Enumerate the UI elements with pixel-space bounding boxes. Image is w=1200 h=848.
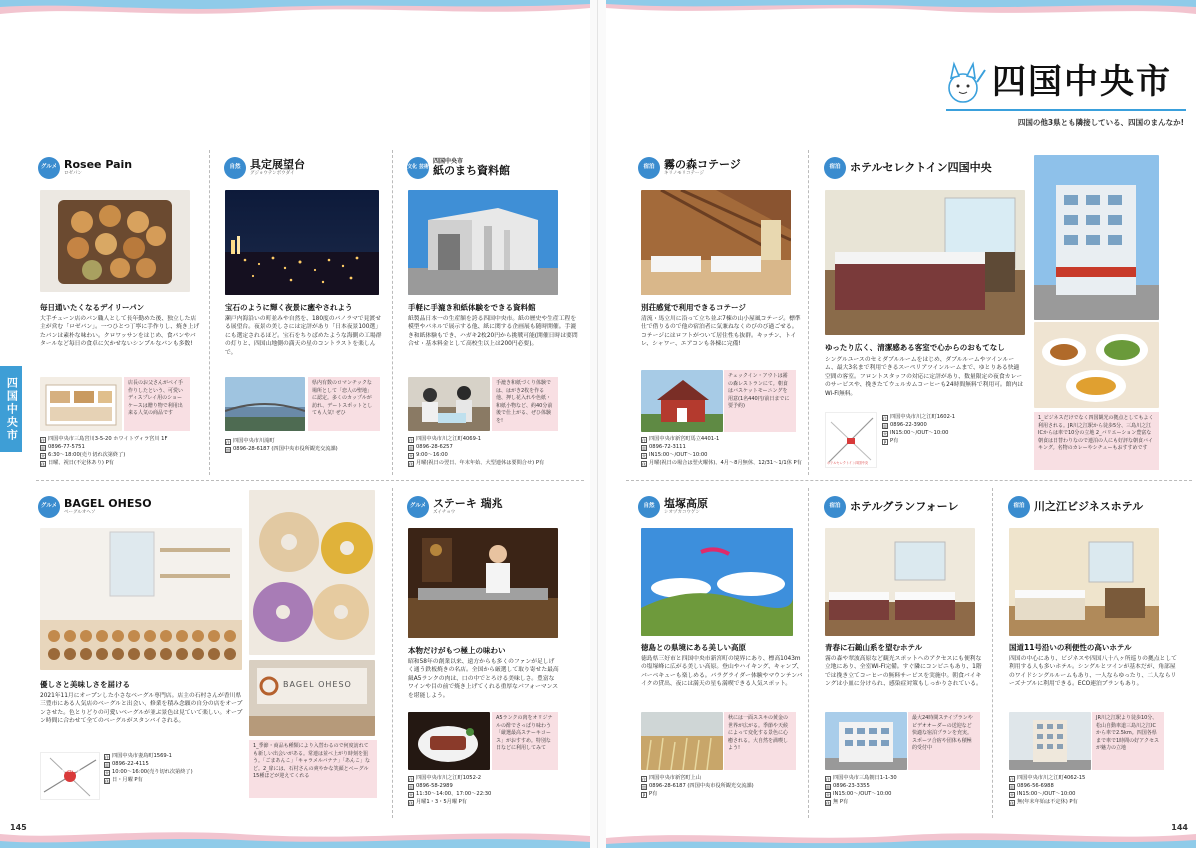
- shop-sign-photo: [249, 660, 375, 736]
- holiday-text: 無(年末年始は不定休) P有: [1017, 799, 1078, 806]
- title-underline: [946, 109, 1186, 111]
- bread-photo: [40, 190, 190, 292]
- address-icon: 住: [105, 754, 109, 760]
- mascot-icon: [941, 58, 987, 106]
- shop-kana: ロゼパン: [64, 171, 82, 177]
- spot-name: 紙のまち資料館: [433, 163, 510, 177]
- card-header: [638, 155, 803, 181]
- bagel-shop-photo: [40, 528, 242, 670]
- category-badge: 文化 芸術: [407, 157, 429, 179]
- phone-icon: 電: [642, 445, 646, 451]
- phone-text: 0896-28-6257: [416, 444, 453, 451]
- address-icon: 住: [409, 437, 413, 443]
- spot-info: [225, 437, 390, 453]
- card-header: [407, 494, 577, 520]
- spot-prefix: 四国中央市: [433, 157, 464, 165]
- spot-kana: シオヅカコウゲン: [664, 510, 700, 516]
- inquiry-icon: 問: [226, 447, 230, 453]
- hours-text: 9:00〜16:00: [416, 452, 448, 459]
- showcase-photo: [40, 377, 122, 431]
- card-kawanoe-business-hotel: [1008, 494, 1188, 520]
- category-badge: グルメ: [38, 157, 60, 179]
- card-catchcopy: 徳島との県境にある美しい高原: [641, 643, 746, 652]
- card-header: [1008, 494, 1188, 520]
- page-subtitle: 四国の他3県とも隣接している、四国のまんなか!: [1017, 118, 1184, 127]
- category-badge: 宿泊: [824, 496, 846, 518]
- category-badge: 宿泊: [1008, 496, 1030, 518]
- phone-text: 0896-58-2989: [416, 783, 453, 790]
- category-badge: 自然: [638, 496, 660, 518]
- phone-icon: 電: [826, 784, 830, 790]
- inquiry-icon: 問: [642, 784, 646, 790]
- parking-icon: P: [642, 792, 646, 798]
- card-catchcopy: 別荘感覚で利用できるコテージ: [641, 303, 746, 312]
- column-divider: [209, 150, 210, 475]
- phone-text: 0896-72-3111: [649, 444, 686, 451]
- card-memo: 1_季節・商品も種類により入替わるので何度訪れても新しい出会いがある。常連は並べ上がり時刻を狙う。「ごまあんこ」「キャラメルバナナ」「あんこ」など。2_扉には、石村さんの爽やかな笑顔とベーグル15種ほどが迎えてくれる: [249, 740, 377, 798]
- checkin-text: IN15:00〜/OUT〜10:00: [649, 452, 708, 459]
- column-divider: [392, 150, 393, 475]
- susuki-photo: [641, 712, 723, 770]
- region-side-tab: 四国中央市: [0, 366, 22, 452]
- checkin-icon: 営: [883, 431, 887, 437]
- kawanoe-room-photo: [1009, 528, 1159, 636]
- card-memo: 最大24時間ステイプランやビデオオーダーの送迎など快適な宿泊プランを充実。スポーツ合宿や団体も積極的受付中: [908, 712, 980, 770]
- card-paper-museum: [407, 155, 577, 181]
- museum-photo: [408, 190, 558, 295]
- holiday-text: 月曜(祝日の翌日、年末年始、大型連休は要問合せ) P有: [416, 460, 545, 467]
- card-shiozuka-highland: [638, 494, 803, 520]
- card-rosee-pain: [38, 155, 203, 181]
- parking-icon: P: [883, 439, 887, 445]
- holiday-icon: 休: [826, 800, 830, 806]
- phone-text: 0896-56-6988: [1017, 783, 1054, 790]
- category-badge: 宿泊: [638, 157, 660, 179]
- card-description: 大手チェーン店のパン職人として長年勤めた後、独立した店主が営む「ロゼパン」。一つひとつ丁寧に手作りし、焼き上げたパンは素朴な味わい。クロワッサンをはじめ、食パンやバタールなど毎日の食卓に欠かせないシンプルなパンも多数!: [40, 316, 200, 348]
- parking-text: P有: [890, 438, 899, 445]
- shop-info: [40, 435, 208, 467]
- address-text: 四国中央市新宮町上山: [649, 775, 701, 781]
- lodging-info: [641, 435, 811, 467]
- checkin-text: IN15:00〜/OUT〜10:00: [833, 791, 892, 798]
- card-memo: 店長のお父さんがペイ手作りしたという、可愛いディスプレイ用のショーケースは贈り物で利用出来る人気の商品です: [124, 377, 190, 431]
- card-memo: 1_ビジネスだけでなく四国観光の拠点としてもよく利用される。JR川之江駅から徒歩5分、三島川之江ICからは車で10分の立地 2_バリエーション豊富な朝食は日替わりなので連泊の人にも好評な朝食バイキング。名物のカレーやシチューもおすすめです: [1034, 412, 1159, 470]
- card-memo: JR川之江駅より徒歩10分、松山自動車道三島川之江ICから車で2.5km。四国各県まで車で1時間の好アクセスが魅力の立地: [1092, 712, 1164, 770]
- address-text: 四国中央市川之江町4069-1: [416, 436, 482, 442]
- granfore-exterior-photo: [825, 712, 907, 770]
- granfore-room-photo: [825, 528, 975, 636]
- phone-icon: 電: [41, 445, 45, 451]
- shop-name: ステーキ 瑞兆: [433, 496, 503, 510]
- spot-info: [408, 435, 588, 467]
- card-description: 2021年11月にオープンした小さなベーグル専門店。店主の石村さんが香川県三豊市にある人気店のベーグルと出会い、修業を積み念願の自分の店をオープンさせた。色とりどりの可愛いベーグルが並ぶ景色は見ていて楽しい。オープン時間に合わせて全てのベーグルがスタンバイされる。: [40, 693, 243, 725]
- card-catchcopy: 国道11号沿いの利便性の高いホテル: [1009, 643, 1132, 652]
- card-memo: 手漉き和紙づくり体験では、はがき2枚を作る他、押し花入れや色紙・和紙小物など、約40分前後で仕上がる、ぜひ体験を!: [492, 377, 558, 431]
- checkin-icon: 営: [1010, 792, 1014, 798]
- lodging-name: ホテルセレクトイン四国中央: [850, 160, 992, 174]
- checkin-icon: 営: [826, 792, 830, 798]
- hotel-map: [825, 412, 877, 468]
- card-memo: A5ランクの肉をオリジナルの酢でさっぱり味わう「厳選最高ステーキコース」がおすすめ。特別な日などに利用してみて: [492, 712, 558, 770]
- address-icon: 住: [883, 415, 887, 421]
- checkin-icon: 営: [642, 453, 646, 459]
- spot-kana: グジョウテンボウダイ: [250, 171, 295, 177]
- lodging-name: ホテルグランフォーレ: [850, 499, 959, 513]
- card-hotel-select-inn: [824, 155, 1034, 181]
- shop-name: Rosee Pain: [64, 157, 133, 171]
- hours-icon: 営: [41, 453, 45, 459]
- address-icon: 住: [1010, 776, 1014, 782]
- top-decoration-band: [0, 0, 590, 22]
- card-catchcopy: 手軽に手漉き和紙体験をできる資料館: [408, 303, 536, 312]
- hours-text: 6:30〜18:00(売り切れ次第終了): [48, 452, 126, 459]
- phone-icon: 電: [409, 445, 413, 451]
- column-divider: [392, 488, 393, 818]
- map-label: ホテルセレクトイン四国中央: [827, 461, 869, 466]
- night-view-photo: [225, 190, 379, 295]
- area-map: [40, 752, 100, 800]
- address-icon: 住: [226, 439, 230, 445]
- holiday-text: 無 P有: [833, 799, 849, 806]
- column-divider: [808, 150, 809, 475]
- shop-kana: ズイチョウ: [433, 510, 456, 516]
- right-page: [606, 0, 1196, 848]
- address-icon: 住: [41, 437, 45, 443]
- lodging-name: 霧の森コテージ: [664, 157, 741, 171]
- address-text: 四国中央市三島朝日1-1-30: [833, 775, 897, 781]
- address-text: 四国中央市川之江町4062-15: [1017, 775, 1086, 781]
- phone-text: 0896-22-3900: [890, 422, 927, 429]
- hours-icon: 営: [105, 770, 109, 776]
- card-steak-zuicho: [407, 494, 577, 520]
- shop-info: [408, 774, 573, 806]
- bridge-photo: [225, 377, 305, 431]
- card-description: 昭和58年の創業以来、遠方からも多くのファンが足しげく通う鉄板焼きの名店。全国から厳選して取り寄せた最高級A5ランクの肉は、口の中でとろける美味しさ。豊富なワインや目の前で焼き上げてくれる重厚なパフォーマンスを堪能しよう。: [408, 659, 559, 699]
- shop-kana: ベーグルオヘソ: [64, 510, 96, 516]
- card-memo: 秋には一面ススキの黄金の世界が広がる。季節や天候によって変化する景色に心癒される。大自然を満喫しよう!: [724, 712, 796, 770]
- address-text: 四国中央市妻鳥町1569-1: [112, 753, 172, 759]
- parking-text: P有: [649, 791, 658, 798]
- row-divider: [36, 480, 584, 481]
- card-kiri-cottage: [638, 155, 803, 181]
- checkin-text: IN15:00〜/OUT〜10:00: [1017, 791, 1076, 798]
- kawanoe-exterior-photo: [1009, 712, 1091, 770]
- cottage-exterior-photo: [641, 370, 723, 432]
- address-text: 四国中央市三島宮川3-5-20 ホワイトヴィラ宮川 1F: [48, 436, 168, 442]
- holiday-icon: 休: [409, 461, 413, 467]
- hours-icon: 営: [409, 792, 413, 798]
- lodging-info: [1009, 774, 1174, 806]
- spot-name: 具定展望台: [250, 157, 305, 171]
- category-badge: 宿泊: [824, 157, 846, 179]
- phone-text: 0896-22-4115: [112, 761, 149, 768]
- card-catchcopy: 青春に石鎚山系を望むホテル: [825, 643, 923, 652]
- lodging-kana: キリノモリコテージ: [664, 171, 704, 177]
- phone-icon: 電: [1010, 784, 1014, 790]
- holiday-icon: 休: [642, 461, 646, 467]
- holiday-icon: 休: [409, 800, 413, 806]
- card-description: 紙製品日本一の生産額を誇る四国中央市。紙の歴史や生産工程を模型やパネルで展示する他、紙に関する企画展も随時開催。手漉き和紙体験もでき、ハガキ2枚20円から挑戦可能(開催日時は要問合せ・基本料金として高校生以上は200円必要)。: [408, 316, 578, 348]
- address-text: 四国中央市川滝町: [233, 438, 275, 444]
- phone-icon: 電: [409, 784, 413, 790]
- card-description: 霧の森や翠波高原など観光スポットへのアクセスにも便利な立地にあり、全室Wi-Fi完備。すぐ隣にコンビニもあり、1階では挽き立てコーヒーの無料サービスを実施中。朝食バイキングは小皿に分けられ、感染症対策もしっかりされている。: [825, 656, 982, 688]
- inquiry-text: 0896-28-6187 (四国中央市役所観光交流課): [649, 783, 754, 790]
- spine-gutter: [590, 0, 606, 848]
- address-text: 四国中央市新宮町馬立4401-1: [649, 436, 720, 442]
- top-decoration-band: [606, 0, 1196, 22]
- category-badge: 自然: [224, 157, 246, 179]
- cottage-interior-photo: [641, 190, 791, 295]
- sign-text: BAGEL OHESO: [283, 680, 352, 689]
- lodging-info: [882, 413, 1022, 445]
- bottom-decoration-band: [0, 826, 590, 848]
- hotel-room-photo: [825, 190, 1025, 335]
- phone-icon: 電: [105, 762, 109, 768]
- page-number: 144: [1171, 823, 1188, 833]
- holiday-text: 日曜、祝日(不定休あり) P有: [48, 460, 114, 467]
- left-page: [0, 0, 590, 848]
- shop-info: [104, 752, 246, 784]
- category-badge: グルメ: [38, 496, 60, 518]
- breakfast-photo: [1034, 322, 1159, 408]
- category-badge: グルメ: [407, 496, 429, 518]
- card-description: シングルユースのセミダブルルームをはじめ、ダブルルームやツインルーム、最大3名まで利用できるスーペリアツインルームまで、ゆとりある快適空間の客室。フロントスタッフの対応に定評があり、数量限定の夜食カレーのサービスや、挽きたてウェルカムコーヒーも24時間無料で利用可。館内はWi-Fi無料。: [825, 357, 1024, 397]
- card-header: [38, 155, 203, 181]
- teppan-photo: [408, 528, 558, 638]
- row-divider: [626, 480, 1192, 481]
- bagel-closeup-photo: [249, 490, 375, 655]
- address-icon: 住: [826, 776, 830, 782]
- card-description: 瀬戸内海沿いの町並みや自然を、180度のパノラマで見渡せる展望台。夜景の美しさには定評があり「日本夜景100選」にも選定されるほど。宝石をちりばめたような海側の工場群の灯りと、四国山地側の満天の星のコントラストを楽しんで。: [225, 316, 382, 356]
- inquiry-text: 0896-28-6187 (四国中央市役所観光交流課): [233, 446, 338, 453]
- card-description: 四国の中心にあり、ビジネスや四国八十八ヶ所巡りの拠点として利用する人も多いホテル。シングルとツインが基本だが、角部屋のワイドシングルルームもあり、一人ならゆったり、二人ならリーズナブルに利用できる。ECO連泊プランもあり。: [1009, 656, 1177, 688]
- hours-text: 10:00〜16:00(売り切れ次第終了): [112, 769, 193, 776]
- holiday-icon: 休: [41, 461, 45, 467]
- map-logo: BAGEL OHESO: [62, 769, 90, 773]
- card-header: [638, 494, 803, 520]
- spot-info: [641, 774, 811, 798]
- holiday-text: 月曜(祝日の場合は翌火曜休)、4月〜8月無休、12/31〜1/1休 P有: [649, 460, 802, 467]
- card-header: [824, 494, 989, 520]
- card-header: [407, 155, 577, 181]
- highland-photo: [641, 528, 793, 636]
- card-viewpoint: [224, 155, 389, 181]
- page-number: 145: [10, 823, 27, 833]
- card-memo: 県内有数のロマンチックな場所として「恋人の聖地」に認定。多くのカップルが訪れ、デートスポットとしても人気! ぜひ: [308, 377, 380, 431]
- address-text: 四国中央市川之江町1602-1: [890, 414, 956, 420]
- column-divider: [808, 488, 809, 818]
- card-catchcopy: ゆったり広く、清潔感ある客室で心からのおもてなし: [825, 343, 1005, 352]
- holiday-icon: 休: [1010, 800, 1014, 806]
- card-hotel-granfore: [824, 494, 989, 520]
- card-description: 徳島県三好市と四国中央市新宮町の境界にあり、標高1043mの塩塚峰に広がる美しい高原。登山やハイキング、キャンプ、バーベキューも楽しめる。パラグライダー体験やマウンテンバイクの貸出、夜には満天の星も満喫できる人気スポット。: [641, 656, 803, 688]
- steak-dish-photo: [408, 712, 490, 770]
- phone-text: 0896-23-3355: [833, 783, 870, 790]
- card-bagel-oheso: [38, 494, 238, 520]
- spot-name: 塩塚高原: [664, 496, 708, 510]
- holiday-text: 日・月曜 P有: [112, 777, 143, 784]
- holiday-text: 月曜1・3・5月曜 P有: [416, 799, 467, 806]
- card-header: [224, 155, 389, 181]
- address-text: 四国中央市川之江町1052-2: [416, 775, 482, 781]
- card-catchcopy: 本物だけがもつ極上の味わい: [408, 646, 506, 655]
- card-header: [38, 494, 238, 520]
- address-icon: 住: [409, 776, 413, 782]
- phone-text: 0896-77-5751: [48, 444, 85, 451]
- card-header: [824, 155, 1034, 181]
- bottom-decoration-band: [606, 826, 1196, 848]
- address-icon: 住: [642, 437, 646, 443]
- card-description: 清流・馬立川に沿って立ち並ぶ7棟の山小屋風コテージ。標準仕で借りるので他の宿泊者に気兼ねなくのびのび過ごせる。コテージにはロフトがついて居住性も抜群。キッチン、トイレ、シャワー、エアコンも各棟に完備!: [641, 316, 801, 348]
- card-catchcopy: 優しさと美味しさを届ける: [40, 680, 130, 689]
- lodging-name: 川之江ビジネスホテル: [1034, 499, 1144, 513]
- page-title: 四国中央市: [992, 62, 1172, 102]
- card-catchcopy: 毎日通いたくなるデイリーパン: [40, 303, 145, 312]
- hours-icon: 営: [409, 453, 413, 459]
- papermaking-photo: [408, 377, 490, 431]
- lodging-info: [825, 774, 990, 806]
- shop-name: BAGEL OHESO: [64, 496, 152, 510]
- hotel-exterior-photo: [1034, 155, 1159, 320]
- phone-icon: 電: [883, 423, 887, 429]
- card-memo: チェックイン・アウトは霧の森レストランにて。朝食はバスケットモーニングを用意(1名440円/前日までに要予約): [724, 370, 796, 432]
- holiday-icon: 休: [105, 778, 109, 784]
- checkin-text: IN15:00〜/OUT〜10:00: [890, 430, 949, 437]
- column-divider: [992, 488, 993, 818]
- address-icon: 住: [642, 776, 646, 782]
- hours-text: 11:30〜14:00、17:00〜22:30: [416, 791, 492, 798]
- card-catchcopy: 宝石のように輝く夜景に癒やされよう: [225, 303, 353, 312]
